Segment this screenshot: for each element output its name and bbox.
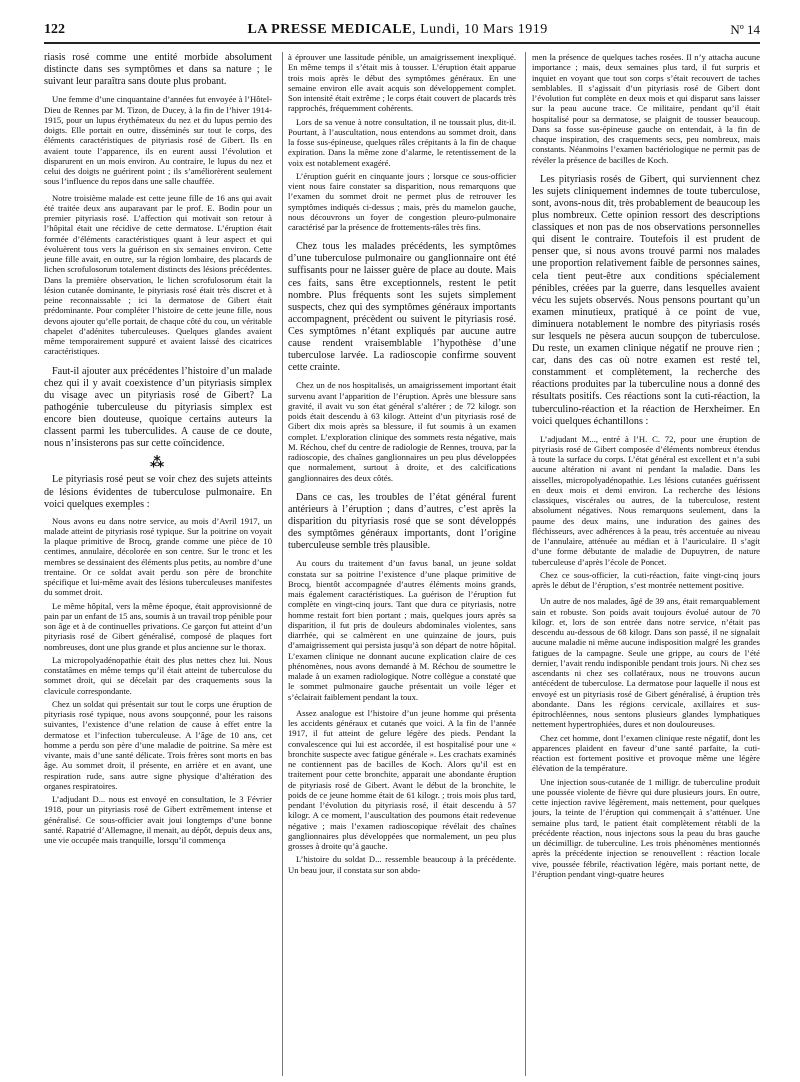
paragraph: Chez tous les malades précédents, les symptômes d’une tuberculose pulmonaire ou ganglionnaire ont été suffisants pour ne laisser guère de place au doute. Mais ces faits, sans être exceptionnels, restent le petit nombre. Plus fréquents sont les sujets simplement suspects, chez qui des symptômes généraux importants accompagnent, précèdent ou suivent le pityriasis rosé. Ces symptômes n’étant expliqués par aucune autre cause rendent vraisemblable l’hypothèse d’une tuberculose larvée. La radioscopie confirme souvent cette crainte. <box>288 241 516 374</box>
paragraph: L’éruption guérit en cinquante jours ; lorsque ce sous-officier vient nous faire constater sa disparition, nous remarquons que l’examen du sommet droit ne permet plus de retrouver les symptômes indiqués ci-dessus ; mais, près du mamelon gauche, nous découvrons un foyer de congestion pleuro-pulmonaire caractérisé par la présence de frottements-râles très fins. <box>288 170 516 232</box>
paragraph: Le même hôpital, vers la même époque, était approvisionné de pain par un enfant de 15 ans, soumis à un travail trop pénible pour son âge et à de continuelles privations. Ce garçon fut atteint d’un pityriasis rosé de Gibert généralisé, composé de plaques fort nombreuses, dont une plus grande et plus ancienne sur le thorax. <box>44 600 272 652</box>
paragraph: Un autre de nos malades, âgé de 39 ans, était remarquablement sain et robuste. Son poids avait toujours évolué autour de 70 kilogr. et, lors de son entrée dans notre service, n’était pas descendu au-dessous de 68 kilogr. Dans son passé, il ne signalait aucune maladie ni même aucune indisposition malgré les grandes fatigues de la campagne. Seule une grippe, au cours de l’été dernier, l’avait rendu indisponible pendant trois jours. Ni chez ses ascendants ni chez ses collatéraux, nous ne trouvons aucun antécédent de tuberculose. La dermatose pour laquelle il nous est envoyé est un pityriasis rosé de Gibert généralisé, à éruption très abondante. Dans les régions cervicale, axillaires et sus-épitrochléennes, nous sentons plusieurs glandes lymphatiques nettement hypertrophiées, dures et non douloureuses. <box>532 596 760 730</box>
paragraph: Assez analogue est l’histoire d’un jeune homme qui présenta les accidents généraux et cutanés que voici. A la fin de l’année 1917, il fut atteint de gelure légère des pieds. Pendant la convalescence qui lui est accordée, il est hospitalisé pour une « bronchite suspecte avec fatigue générale ». Les crachats examinés ne contiennent pas de bacilles de Koch. Alors qu’il est en traitement pour cette bronchite, apparait une abondante éruption de pityriasis rosé de Gibert. Avant le début de la bronchite, le poids de ce jeune homme était de 61 kilogr. ; trois mois plus tard, pendant l’évolution du pityriasis rosé, il était descendu à 57 kilogr. A ce moment, l’auscultation des poumons était redevenue négative ; mais l’examen radioscopique révélait des chaînes ganglionnaires plus développées que normalement, un peu plus grosses à droite qu’à gauche. <box>288 707 516 851</box>
paragraph: Le pityriasis rosé peut se voir chez des sujets atteints de lésions évidentes de tuberculose pulmonaire. En voici quelques exemples : <box>44 474 272 510</box>
journal-title-line <box>248 22 548 38</box>
paragraph: Chez cet homme, dont l’examen clinique reste négatif, dont les apparences plaident en faveur d’une santé parfaite, la cuti-réaction est fortement positive et provoque même une légère élévation de la température. <box>532 732 760 774</box>
paragraph: Nous avons eu dans notre service, au mois d’Avril 1917, un malade atteint de pityriasis rosé typique. Sur la poitrine on voyait la plaque primitive de Brocq, grande comme une pièce de 10 centimes, annulaire, décolorée en son centre. Sur le tronc et les membres se dessinaient des éléments plus petits, au nombre d’une trentaine. Or ce soldat avait perdu son père de bronchite spécifique et lui-même avait des lésions tuberculeuses manifestes du sommet droit. <box>44 515 272 598</box>
paragraph: à éprouver une lassitude pénible, un amaigrissement inexpliqué. En même temps il s’était mis à tousser. L’éruption était apparue trois mois après le début des symptômes généraux. En une semaine environ elle avait acquis son développement complet. Son intensité était extrême ; le corps était couvert de placards très rapprochés, fréquemment cohérents. <box>288 52 516 114</box>
paragraph: Au cours du traitement d’un favus banal, un jeune soldat constata sur sa poitrine l’existence d’une plaque primitive de Brocq, bientôt accompagnée d’autres éléments moins grands, mais également caractéristiques. La guérison de l’éruption fut complète en vingt-cinq jours. Tant que dura ce pityriasis, notre homme restait fort bien portant ; mais, quelques jours après sa disparition, il fut pris de douleurs abdominales violentes, sans diarrhée, qui se calmèrent en une quinzaine de jours, puis d’amaigrissement qui persista jusqu’à son départ de notre hôpital. L’examen clinique ne donnant aucune explication claire de ces phénomènes, nous avons demandé à M. Réchou de soumettre le malade à un examen radiologique. Notre collègue a constaté que le sommet pulmonaire gauche présentait un voile léger et s’éclairait faiblement pendant la toux. <box>288 558 516 702</box>
paragraph: Lors de sa venue à notre consultation, il ne toussait plus, dit-il. Pourtant, à l’auscultation, nous entendons au sommet droit, dans la fosse sus-épineuse, quelques râles crépitants à la fin de chaque expiration. Dans la même zone d’alarme, le retentissement de la voix est notablement exagéré. <box>288 116 516 168</box>
column-1 <box>44 52 272 1076</box>
paragraph: Une injection sous-cutanée de 1 milligr. de tuberculine produit une poussée violente de fièvre qui dure plusieurs jours. En outre, cette injection ravive légèrement, mais nettement, pour quelques jours, la teinte de l’éruption qui commençait à s’atténuer. Une semaine plus tard, le patient était complètement rétabli de la précédente réaction, nous injectons sous la peau du bras gauche un décimilligr. de tuberculine. Les trois phénomènes mentionnés après la précédente injection se renouvellent : réaction locale vive, poussée fébrile, réactivation légère, mais portant nette, de l’éruption pendant vingt-quatre heures <box>532 776 760 879</box>
paragraph: La micropolyadénopathie était des plus nettes chez lui. Nous constatâmes en même temps qu’il était atteint de tuberculose du sommet droit, qui se décelait par des craquements sous la clavicule correspondante. <box>44 654 272 696</box>
column-3 <box>532 52 760 1076</box>
paragraph: Notre troisième malade est cette jeune fille de 16 ans qui avait été traitée deux ans auparavant par le prof. E. Bodin pour un premier pityriasis rosé. L’affection qui motivait son retour à l’hôpital était une récidive de cette dermatose. L’éruption était formée d’éléments caractéristiques quant à leur aspect et qui évoluèrent tous vers la guérison en six semaines environ. Cette jeune fille avait, en outre, sur la région lombaire, des placards de lichen scrofulosorum totalement distincts des lésions précédentes. Dans la première observation, le lichen scrofulosorum était la lésion cutanée dominante, le pityriasis rosé était très discret et à peine reconnaissable ; ici la dermatose de Gibert était prédominante. Pour compléter l’histoire de cette jeune fille, nous devons ajouter qu’elle portait, de chaque côté du cou, un véritable chapelet d’adénites tuberculeuses. Quelques glandes avaient même temporairement suppuré et avaient laissé des cicatrices caractéristiques. <box>44 192 272 357</box>
journal-title: LA PRESSE MEDICALE <box>247 22 413 37</box>
page-number: 122 <box>44 22 65 37</box>
paragraph: men la présence de quelques taches rosées. Il n’y attacha aucune importance ; mais, deux semaines plus tard, il fut surpris et inquiet en voyant que tout son corps s’était recouvert de taches semblables. Il s’agissait d’un pityriasis rosé de Gibert dont l’évolution fut complète en deux mois et qui disparut sans laisser sur la peau aucune trace. Ce militaire, pendant qu’il était hospitalisé pour sa dermatose, se plaignit de tousser beaucoup. Dans sa fosse sus-épineuse gauche on entendait, à la fin de chaque inspiration, des craquements secs, peu nombreux, mais constants. Néanmoins l’examen bactériologique ne permit pas de révéler la présence de bacilles de Koch. <box>532 52 760 165</box>
section-separator: ⁂ <box>149 455 167 472</box>
issue-number: Nº 14 <box>730 22 760 37</box>
paragraph: Une femme d’une cinquantaine d’années fut envoyée à l’Hôtel-Dieu de Rennes par M. Tizon, de Ducey, à la fin de l’hiver 1914-1915, pour un lupus érythémateux du nez et du lupus pernio des doigts. Elle portait en outre, disséminés sur tout le corps, des éléments caractéristiques de pityriasis rosé de Gibert. Ils en avaient toute l’apparence, ils en eurent aussi l’évolution et disparurent en un mois environ. Au contraire, le lupus du nez et celui des doigts ne guérirent point ; ils s’améliorèrent seulement sous l’influence du repos dans une salle chauffée. <box>44 94 272 187</box>
column-2 <box>288 52 516 1076</box>
paragraph: L’adjudant D... nous est envoyé en consultation, le 3 Février 1918, pour un pityriasis rosé de Gibert extrêmement intense et généralisé. Ce sous-officier avait joui longtemps d’une bonne santé. Rapatrié d’Allemagne, il menait, au dépôt, depuis deux ans, une vie occupée mais tranquille, lorsqu’il commença <box>44 794 272 846</box>
article-body <box>44 52 760 1076</box>
paragraph: Chez un de nos hospitalisés, un amaigrissement important était survenu avant l’apparition de l’éruption. Après une blessure sans gravité, il avait vu son état général s’altérer ; de 72 kilogr. son poids était descendu à 63 kilogr. Atteint d’un pityriasis rosé de Gibert dix mois après sa blessure, il fut soumis à un examen complet. L’exploration clinique des sommets resta négative, mais M. Réchou, chef du centre de radiologie de Rennes, trouva, par la radioscopie, des chaînes ganglionnaires un peu plus développées que normalement, surtout à droite, et des calcifications ganglionnaires des deux côtés. <box>288 380 516 483</box>
paragraph: Dans ce cas, les troubles de l’état général furent antérieurs à l’éruption ; dans d’autres, c’est après la disparition du pityriasis rosé que se sont développés des symptômes généraux importants, dont l’origine tuberculeuse semble très plausible. <box>288 491 516 552</box>
paragraph: Chez un soldat qui présentait sur tout le corps une éruption de pityriasis rosé typique, nous avons soupçonné, pour les raisons suivantes, l’existence d’une relation de cause à effet entre la dermatose et l’infection tuberculeuse. A l’âge de 10 ans, cet homme a perdu son père d’une maladie de poitrine. Sa mère est vivante, mais d’une santé délicate. Trois frères sont morts en bas âge. Au sommet droit, il présente, en arrière et en avant, une respiration rude, sans autre signe physique d’altération des organes respiratoires. <box>44 698 272 791</box>
paragraph: L’adjudant M..., entré à l’H. C. 72, pour une éruption de pityriasis rosé de Gibert composée d’éléments nombreux étendus à toute la surface du corps. L’état général est excellent et n’a subi aucune altération ni avant ni pendant la maladie. Dans les aisselles, micropolyadénopathie. Les lésions cutanées guérissent en deux mois et demi environ. La recherche des lésions classiques, viscérales ou autres, de la tuberculose, restent absolument négatives. Nous remarquons seulement, dans la paume des deux mains, une induration des gaines des fléchisseurs, avec adhérences à la peau, très accentuée au niveau de l’annulaire, atténuée au médian et à l’auriculaire. Il s’agit d’une forme débutante de maladie de Dupuytren, de nature tuberculeuse d’après l’école de Poncet. <box>532 433 760 567</box>
page-header <box>44 18 760 44</box>
paragraph: L’histoire du soldat D... ressemble beaucoup à la précédente. Un beau jour, il constata sur son abdo- <box>288 854 516 875</box>
paragraph: Faut-il ajouter aux précédentes l’histoire d’un malade chez qui il y avait coexistence d’un pityriasis simplex du visage avec un pityriasis rosé de Gibert? La pathogénie tuberculeuse du pityriasis simplex est encore bien douteuse, quoique certains auteurs la classent parmi les tuberculides. A cause de ce doute, nous n’insisterons pas sur cette coïncidence. <box>44 365 272 450</box>
paragraph: riasis rosé comme une entité morbide absolument distincte dans ses symptômes et dans sa nature ; le suivant leur paraîtra sans doute plus probant. <box>44 52 272 88</box>
paragraph: Les pityriasis rosés de Gibert, qui surviennent chez les sujets cliniquement indemnes de toute tuberculose, sont, avons-nous dit, très probablement de beaucoup les plus nombreux. Cette opinion ressort des descriptions classiques et non pas de nos observations personnelles qui disent le contraire. Toutefois il est prudent de penser que, si nous avons trouvé parmi nos malades une proportion relativement faible de personnes saines, cela tient peut-être aux conditions spécialement pénibles, créées par la guerre, dans lesquelles avaient vécu les sujets observés. Nous pensons pourtant qu’un examen minutieux, pratiqué à ce point de vue, diminuera notablement le nombre des pityriasis rosés sur lesquels ne pèsera aucun soupçon de tuberculose. Du reste, un examen clinique négatif ne prouve rien ; car, dans des cas où notre examen est resté tel, constamment et complètement, la recherche des réactions produites par la tuberculine nous a donné des résultats positifs. Ces réactions sont la cuti-réaction, la tuberculino-réaction et la réaction de Herxheimer. En voici quelques échantillons : <box>532 173 760 427</box>
issue-date: , Lundi, 10 Mars 1919 <box>412 22 548 37</box>
paragraph: Chez ce sous-officier, la cuti-réaction, faite vingt-cinq jours après le début de l’éruption, s’est montrée nettement positive. <box>532 569 760 591</box>
